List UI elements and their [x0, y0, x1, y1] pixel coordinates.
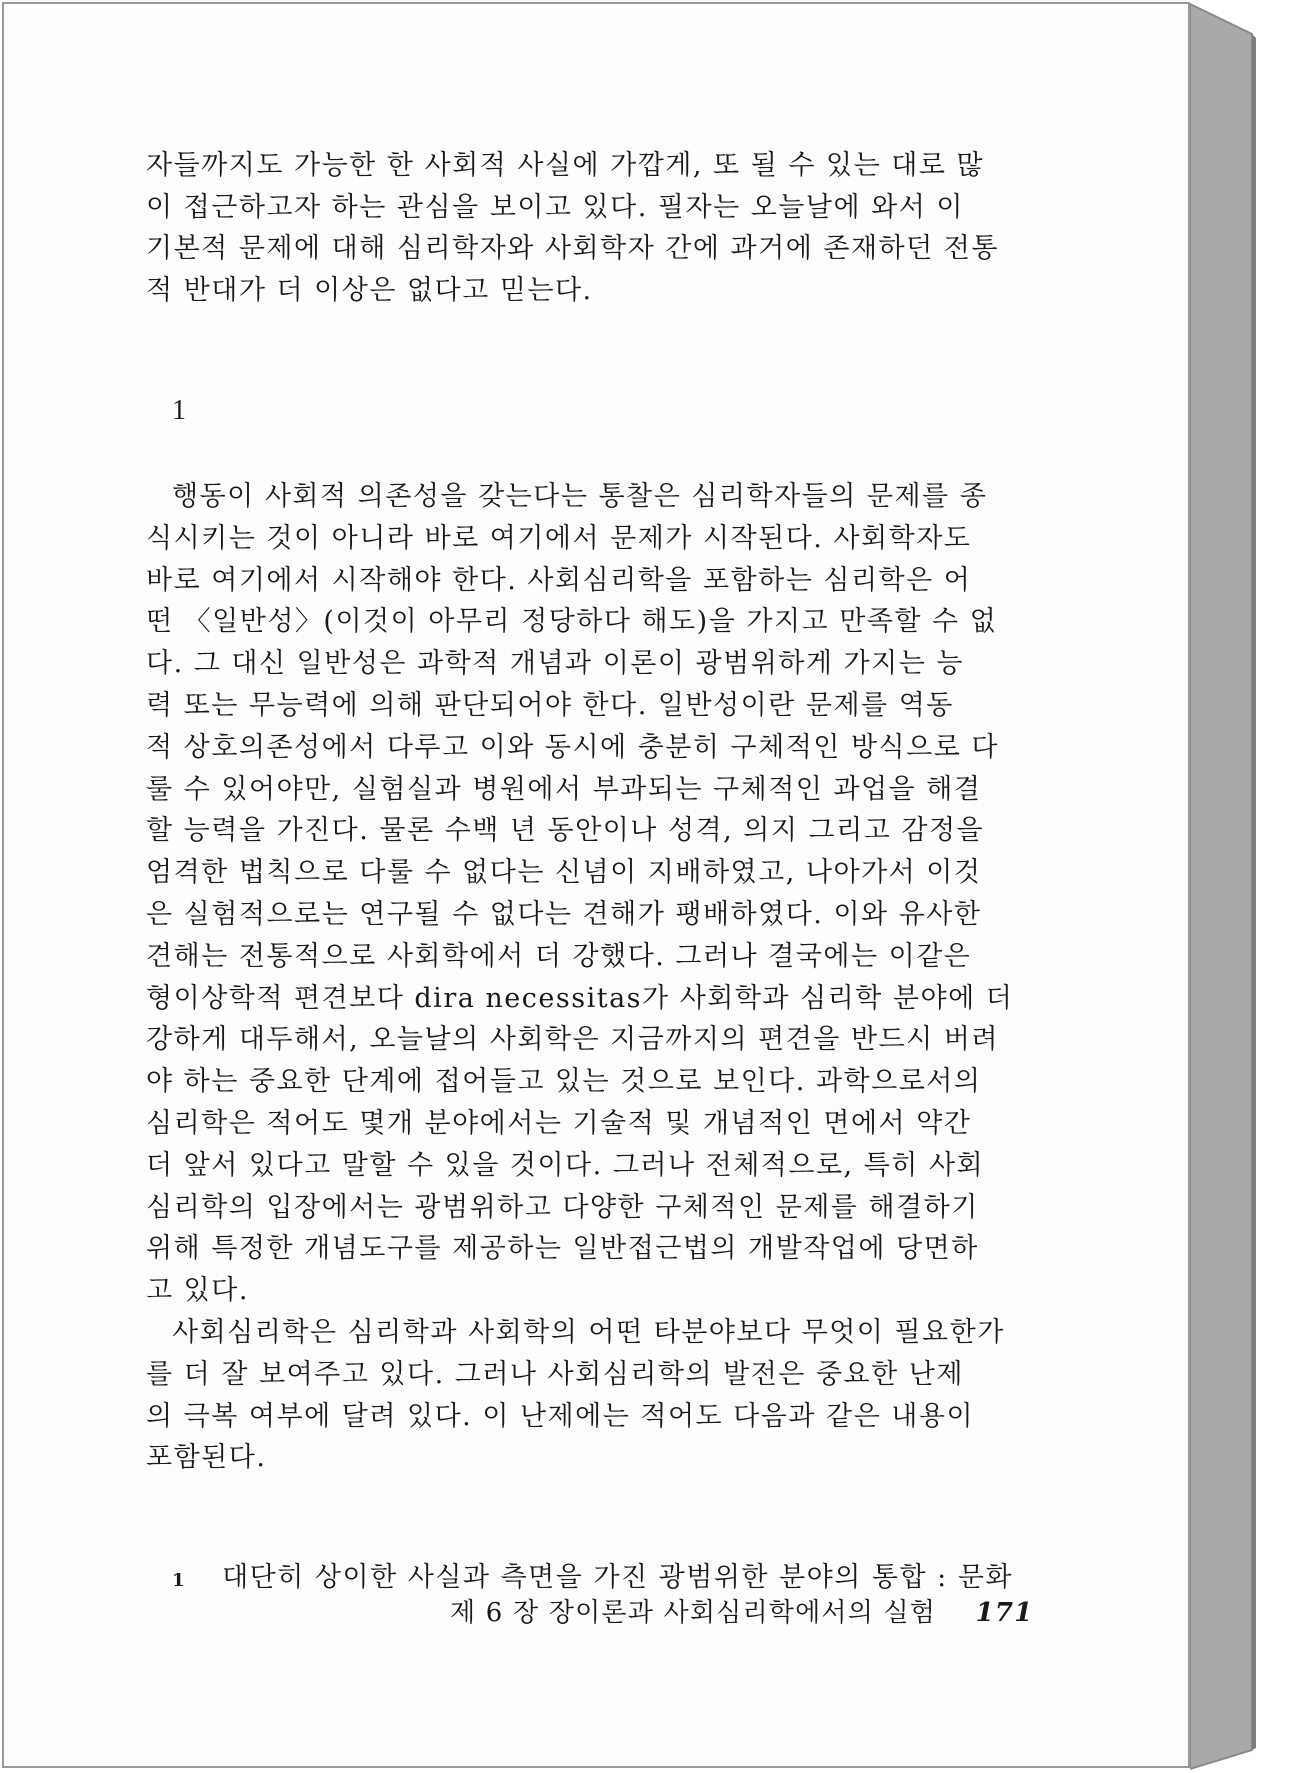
text-line: 식시키는 것이 아니라 바로 여기에서 문제가 시작된다. 사회학자도: [146, 522, 972, 554]
text-line: 포함된다.: [146, 1442, 267, 1474]
list-item: [172, 1555, 1013, 1594]
text-line: 바로 여기에서 시작해야 한다. 사회심리학을 포함하는 심리학은 어: [146, 564, 972, 596]
text-line: 더 앞서 있다고 말할 수 있을 것이다. 그러나 전체적으로, 특히 사회: [146, 1149, 985, 1181]
text-line: 다. 그 대신 일반성은 과학적 개념과 이론이 광범위하게 가지는 능: [146, 648, 964, 680]
page-number: 171: [975, 1598, 1034, 1628]
list-item-text: 대단히 상이한 사실과 측면을 가진 광범위한 분야의 통합 : 문화: [222, 1562, 1013, 1593]
text-line: 적 상호의존성에서 다루고 이와 동시에 충분히 구체적인 방식으로 다: [146, 731, 999, 763]
text-line: 은 실험적으로는 연구될 수 없다는 견해가 팽배하였다. 이와 유사한: [146, 898, 982, 930]
book-edge-shading: [1190, 0, 1292, 1773]
text-line: 엄격한 법칙으로 다룰 수 없다는 신념이 지배하였고, 나아가서 이것: [146, 857, 982, 889]
text-line: 고 있다.: [146, 1275, 249, 1307]
text-line: 룰 수 있어야만, 실험실과 병원에서 부과되는 구체적인 과업을 해결: [146, 773, 982, 805]
text-line: 의 극복 여부에 달려 있다. 이 난제에는 적어도 다음과 같은 내용이: [146, 1400, 975, 1432]
text-line: 야 하는 중요한 단계에 접어들고 있는 것으로 보인다. 과학으로서의: [146, 1066, 982, 1098]
text-line: 력 또는 무능력에 의해 판단되어야 한다. 일반성이란 문제를 역동: [146, 689, 954, 721]
text-line: 견해는 전통적으로 사회학에서 더 강했다. 그러나 결국에는 이같은: [146, 940, 972, 972]
text-line: 형이상학적 편견보다 dira necessitas가 사회학과 심리학 분야에 더: [146, 982, 1014, 1014]
paragraph-continued: [146, 145, 1016, 311]
list-marker: 1: [172, 1570, 187, 1591]
page-footer: [450, 1592, 1033, 1629]
running-head: 제 6 장 장이론과 사회심리학에서의 실험: [450, 1598, 937, 1628]
text-line: 심리학의 입장에서는 광범위하고 다양한 구체적인 문제를 해결하기: [146, 1191, 979, 1223]
text-line: 할 능력을 가진다. 물론 수백 년 동안이나 성격, 의지 그리고 감정을: [146, 815, 985, 847]
text-line: 자들까지도 가능한 한 사회적 사실에 가깝게, 또 될 수 있는 대로 많: [146, 150, 985, 181]
text-line: 행동이 사회적 의존성을 갖는다는 통찰은 심리학자들의 문제를 종: [172, 481, 988, 512]
text-line: 떤 〈일반성〉(이것이 아무리 정당하다 해도)을 가지고 만족할 수 없: [146, 606, 998, 638]
text-line: 심리학은 적어도 몇개 분야에서는 기술적 및 개념적인 면에서 약간: [146, 1107, 972, 1139]
text-line: 이 접근하고자 하는 관심을 보이고 있다. 필자는 오늘날에 와서 이: [146, 191, 964, 223]
text-line: 를 더 잘 보여주고 있다. 그러나 사회심리학의 발전은 중요한 난제: [146, 1358, 964, 1390]
paragraph-main: [146, 476, 1016, 1479]
text-line: 사회심리학은 심리학과 사회학의 어떤 타분야보다 무엇이 필요한가: [172, 1316, 1005, 1348]
section-number: 1: [172, 395, 186, 426]
text-line: 위해 특정한 개념도구를 제공하는 일반접근법의 개발작업에 당면하: [146, 1233, 979, 1265]
text-line: 기본적 문제에 대해 심리학자와 사회학자 간에 과거에 존재하던 전통: [146, 233, 999, 264]
text-line: 강하게 대두해서, 오늘날의 사회학은 지금까지의 편견을 반드시 버려: [146, 1024, 999, 1056]
text-line: 적 반대가 더 이상은 없다고 믿는다.: [146, 274, 593, 306]
